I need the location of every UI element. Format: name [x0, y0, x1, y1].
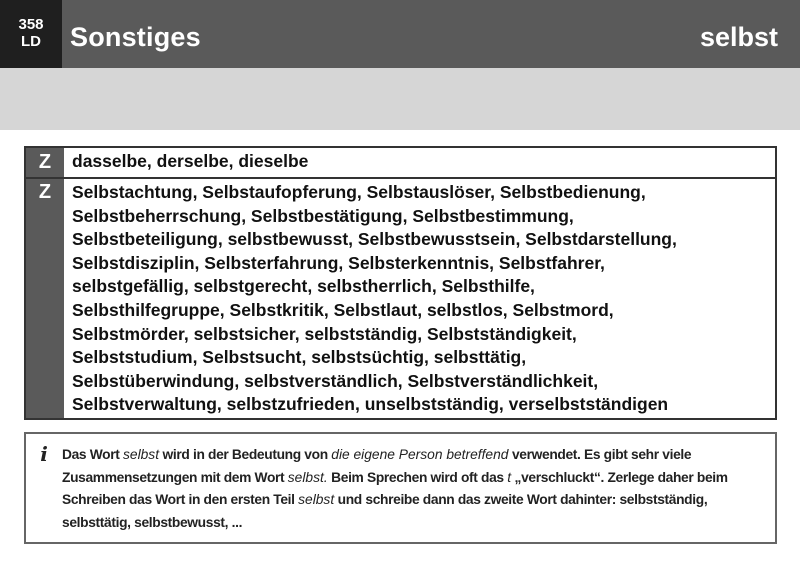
info-segment: Das Wort: [62, 447, 123, 462]
row-label: Z: [26, 179, 64, 418]
info-box: [24, 432, 777, 544]
row-label: Z: [26, 148, 64, 177]
page-number-block: [0, 0, 62, 68]
info-segment: Beim Sprechen wird oft das: [327, 469, 508, 485]
row-text: dasselbe, derselbe, dieselbe: [72, 151, 309, 171]
page-header: [0, 0, 800, 68]
info-segment: „verschluckt“. Zerlege daher beim Schreiben das Wort in den ersten Teil: [62, 469, 728, 507]
table-row: [26, 179, 775, 418]
table-row: [26, 148, 775, 179]
header-band: [0, 68, 800, 130]
page-number: 358: [18, 16, 44, 33]
keyword-title: selbst: [699, 22, 778, 52]
info-i-icon: i: [40, 442, 48, 466]
info-emphasis: die eigene Person betreffend: [331, 447, 509, 462]
info-emphasis: selbst: [123, 447, 160, 462]
info-emphasis: selbst: [298, 492, 335, 507]
word-line: Selbstbeherrschung, Selbstbestätigung, Selbstbestimmung,: [72, 205, 574, 226]
info-segment: verwendet. Es gibt sehr viele Zusammensetzungen mit dem Wort: [62, 447, 692, 485]
info-emphasis: selbst.: [287, 469, 328, 485]
word-line: Selbststudium, Selbstsucht, selbstsüchtig, selbsttätig,: [72, 347, 527, 368]
word-line: Selbstdisziplin, Selbsterfahrung, Selbsterkenntnis, Selbstfahrer,: [72, 252, 605, 273]
info-text: [62, 444, 769, 534]
word-line: Selbstmörder, selbstsicher, selbstständig, Selbstständigkeit,: [72, 323, 577, 344]
word-line: selbstgefällig, selbstgerecht, selbstherrlich, Selbsthilfe,: [72, 276, 535, 297]
info-emphasis: t: [507, 469, 512, 485]
info-segment: wird in der Bedeutung von: [159, 447, 332, 462]
word-line: Selbstüberwindung, selbstverständlich, Selbstverständlichkeit,: [72, 370, 599, 391]
info-segment: und schreibe dann das zweite Wort dahinter: selbstständig, selbsttätig, selbstbewusst, ...: [62, 492, 708, 530]
word-line: Selbstachtung, Selbstaufopferung, Selbstauslöser, Selbstbedienung,: [72, 182, 646, 202]
word-table: [24, 146, 777, 420]
word-line: Selbsthilfegruppe, Selbstkritik, Selbstlaut, selbstlos, Selbstmord,: [72, 299, 614, 320]
row-text: [72, 181, 771, 417]
section-code: LD: [21, 33, 41, 50]
word-line: Selbstbeteiligung, selbstbewusst, Selbstbewusstsein, Selbstdarstellung,: [72, 229, 677, 250]
word-line: Selbstverwaltung, selbstzufrieden, unselbstständig, verselbstständigen: [72, 394, 669, 415]
page-title: Sonstiges: [70, 22, 201, 52]
